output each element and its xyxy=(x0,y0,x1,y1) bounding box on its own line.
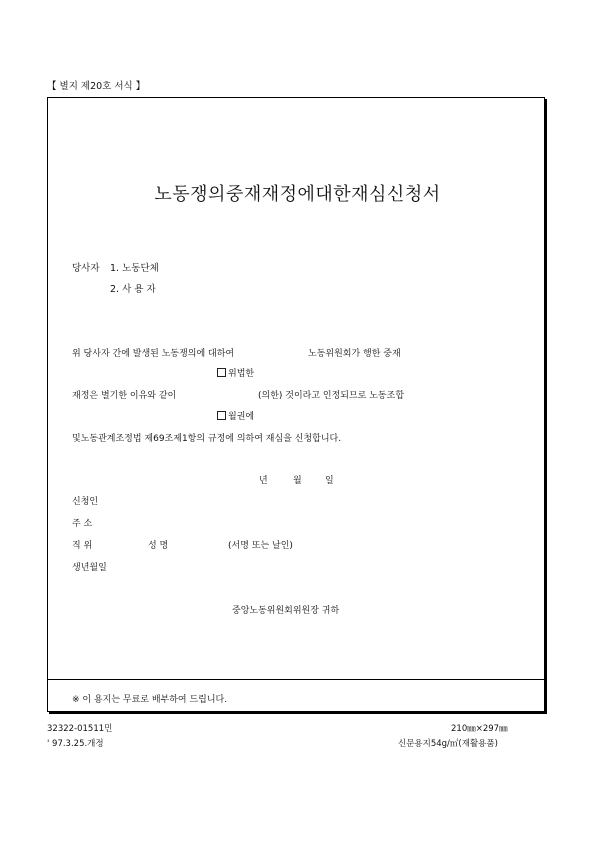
parties-label: 당사자 xyxy=(72,263,100,274)
party-1: 1. 노동단체 xyxy=(110,263,159,274)
paper-size: 210㎜×297㎜ xyxy=(451,724,508,734)
party-2: 2. 사 용 자 xyxy=(110,284,156,295)
body-line1-a: 위 당사자 간에 발생된 노동쟁의에 대하여 xyxy=(72,349,235,359)
seal-label: (서명 또는 날인) xyxy=(228,541,293,551)
checkbox-icon[interactable] xyxy=(217,368,226,377)
address-label: 주 소 xyxy=(72,519,93,529)
paper-spec: 신문용지54g/㎡(재활용품) xyxy=(398,739,498,749)
addressee: 중앙노동위원회위원장 귀하 xyxy=(232,606,340,616)
date-year: 년 xyxy=(259,476,268,486)
checkbox-icon[interactable] xyxy=(217,411,226,420)
body-line1-b: 노동위원회가 행한 중재 xyxy=(308,349,401,359)
checkbox-overreach[interactable] xyxy=(217,409,254,422)
applicant-label: 신청인 xyxy=(72,497,99,507)
notice-divider xyxy=(48,679,544,680)
checkbox-overreach-label: 월권에 xyxy=(228,412,255,422)
form-label: 【 별지 제20호 서식 】 xyxy=(47,81,146,92)
body-line2-a: 재정은 별기한 이유와 같이 xyxy=(72,391,177,401)
checkbox-illegal-label: 위법한 xyxy=(228,369,255,379)
document-title: 노동쟁의중재재정에대한재심신청서 xyxy=(154,184,441,205)
body-line3: 및노동관계조정법 제69조제1항의 규정에 의하여 재심을 신청합니다. xyxy=(72,434,342,444)
date-day: 일 xyxy=(325,476,334,486)
position-label: 직 위 xyxy=(72,541,93,551)
form-code: 32322-01511민 xyxy=(47,724,113,734)
birthdate-label: 생년월일 xyxy=(72,563,107,573)
body-line2-b: (의한) 것이라고 인정되므로 노동조합 xyxy=(258,391,405,401)
name-label: 성 명 xyxy=(148,541,169,551)
revision-date: ' 97.3.25.개정 xyxy=(47,739,104,749)
date-month: 월 xyxy=(293,476,302,486)
free-notice: ※ 이 용지는 무료로 배부하여 드립니다. xyxy=(72,695,228,705)
checkbox-illegal[interactable] xyxy=(217,366,254,379)
